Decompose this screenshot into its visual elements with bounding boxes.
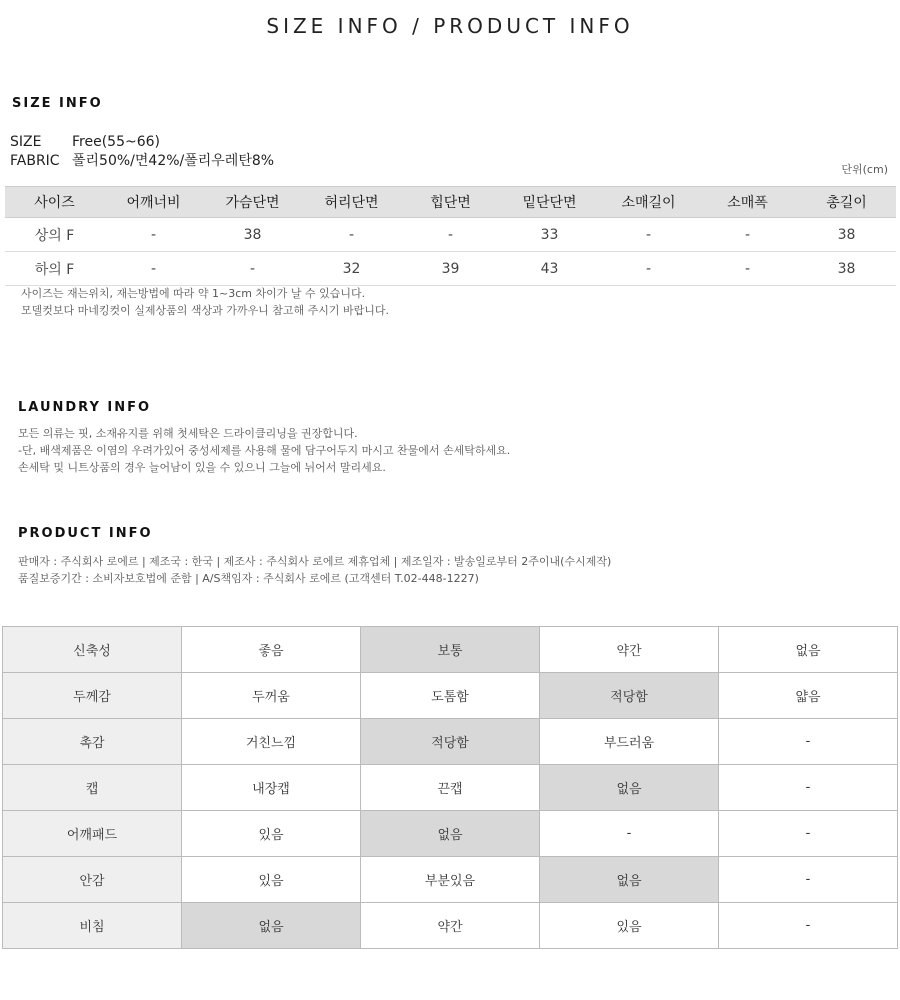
property-option-selected: 없음 [540,857,719,903]
property-row [3,719,898,765]
table-cell: 33 [500,218,599,252]
laundry-line: -단, 배색제품은 이염의 우려가있어 중성세제를 사용해 물에 담구어두지 마시고 찬물에서 손세탁하세요. [18,444,511,457]
property-option-selected: 없음 [182,903,361,949]
property-option-selected: 적당함 [540,673,719,719]
property-name: 두께감 [3,673,182,719]
table-cell: - [401,218,500,252]
column-header: 가슴단면 [203,187,302,218]
property-option: 도톰함 [361,673,540,719]
table-cell: 하의 F [5,252,104,286]
table-cell: 39 [401,252,500,286]
table-cell: - [698,218,797,252]
property-option: - [719,811,898,857]
product-notes [18,553,611,587]
property-name: 비침 [3,903,182,949]
property-name: 어깨패드 [3,811,182,857]
table-cell: 43 [500,252,599,286]
property-option: - [719,765,898,811]
laundry-info-heading: LAUNDRY INFO [18,400,152,415]
property-row [3,811,898,857]
property-option: - [719,719,898,765]
property-option: 있음 [182,857,361,903]
column-header: 소매길이 [599,187,698,218]
table-row [5,218,896,252]
page-title: SIZE INFO / PRODUCT INFO [266,14,634,38]
fabric-value: 폴리50%/면42%/폴리우레탄8% [72,153,275,169]
size-info-heading: SIZE INFO [12,96,103,111]
table-cell: 상의 F [5,218,104,252]
table-row [5,252,896,286]
size-note: 사이즈는 재는위치, 재는방법에 따라 약 1~3cm 차이가 날 수 있습니다. [21,287,366,300]
fabric-spec [10,150,274,170]
property-option: 얇음 [719,673,898,719]
table-cell: 38 [203,218,302,252]
property-name: 신축성 [3,627,182,673]
size-table-header [5,187,896,218]
column-header: 사이즈 [5,187,104,218]
property-name: 안감 [3,857,182,903]
property-option: 좋음 [182,627,361,673]
property-option: - [719,857,898,903]
column-header: 총길이 [797,187,896,218]
property-option: 약간 [361,903,540,949]
property-option: 약간 [540,627,719,673]
size-label: SIZE [10,134,42,150]
property-option: 거친느낌 [182,719,361,765]
table-cell: - [599,252,698,286]
laundry-notes [18,425,510,476]
table-cell: 32 [302,252,401,286]
property-row [3,627,898,673]
product-line: 판매자 : 주식회사 로에르 | 제조국 : 한국 | 제조사 : 주식회사 로에르 제휴업체 | 제조일자 : 발송일로부터 2주이내(수시제작) [18,555,612,568]
size-spec [10,134,160,150]
laundry-line: 손세탁 및 니트상품의 경우 늘어남이 있을 수 있으니 그늘에 뉘어서 말리세요. [18,461,386,474]
product-line: 품질보증기간 : 소비자보호법에 준함 | A/S책임자 : 주식회사 로에르 (고객센터 T.02-448-1227) [18,572,479,585]
property-option: 있음 [540,903,719,949]
table-cell: - [698,252,797,286]
property-option: 없음 [719,627,898,673]
column-header: 허리단면 [302,187,401,218]
property-option: 두꺼움 [182,673,361,719]
table-cell: - [104,218,203,252]
property-option-selected: 보통 [361,627,540,673]
property-name: 캡 [3,765,182,811]
property-option: 있음 [182,811,361,857]
fabric-label: FABRIC [10,153,60,169]
property-option: 부분있음 [361,857,540,903]
product-info-heading: PRODUCT INFO [18,526,153,541]
table-cell: - [599,218,698,252]
size-value: Free(55~66) [72,134,160,150]
property-name: 촉감 [3,719,182,765]
property-option-selected: 없음 [540,765,719,811]
column-header: 힙단면 [401,187,500,218]
unit-label: 단위(cm) [841,163,888,176]
product-properties-table [2,626,898,949]
property-row [3,673,898,719]
table-cell: 38 [797,252,896,286]
property-row [3,765,898,811]
size-notes [21,285,389,319]
property-option: - [719,903,898,949]
column-header: 밑단단면 [500,187,599,218]
property-row [3,857,898,903]
property-option: 내장캡 [182,765,361,811]
table-cell: 38 [797,218,896,252]
table-cell: - [203,252,302,286]
size-table [5,186,896,286]
property-option: 부드러움 [540,719,719,765]
property-row [3,903,898,949]
property-option-selected: 적당함 [361,719,540,765]
property-option: 끈캡 [361,765,540,811]
table-cell: - [302,218,401,252]
size-note: 모델컷보다 마네킹컷이 실제상품의 색상과 가까우니 참고해 주시기 바랍니다. [21,304,390,317]
table-cell: - [104,252,203,286]
property-option: - [540,811,719,857]
column-header: 소매폭 [698,187,797,218]
laundry-line: 모든 의류는 핏, 소재유지를 위해 첫세탁은 드라이클리닝을 권장합니다. [18,427,358,440]
column-header: 어깨너비 [104,187,203,218]
property-option-selected: 없음 [361,811,540,857]
